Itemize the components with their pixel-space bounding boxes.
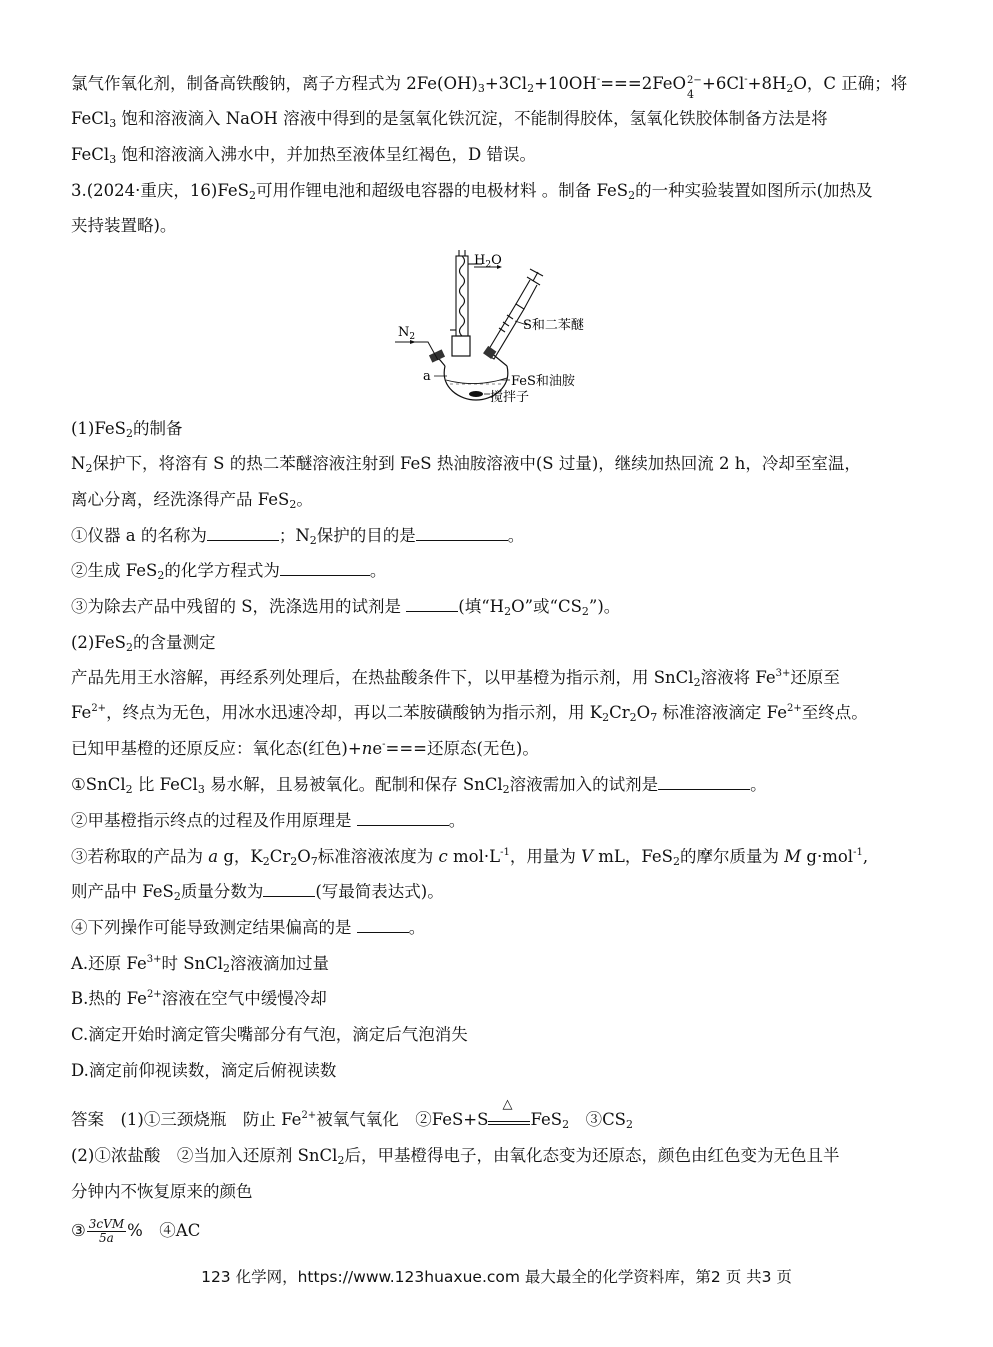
question-2-1: ①SnCl$_2$ 比 FeCl$_3$ 易水解，且易被氧化。配制和保存 SnCl$_2$溶液需加入的试剂是 。 (71, 775, 767, 796)
answer-blank[interactable] (416, 525, 508, 541)
text-line-13: 产品先用王水溶解，再经系列处理后，在热盐酸条件下，以甲基橙为指示剂，用 SnCl$_2$溶液将 $Fe^{3+}$还原至 (71, 668, 840, 689)
section-1-heading: (1)FeS$_2$的制备 (71, 419, 183, 440)
answer-line-2: (2)①浓盐酸 ②当加入还原剂 SnCl$_2$后，甲基橙得电子，由氧化态变为还原态，颜色由红色变为无色且半 (71, 1146, 840, 1167)
apparatus-figure (390, 248, 615, 408)
s-diphenyl-ether-label: S和二苯醚 (523, 318, 584, 333)
option-c: C.滴定开始时滴定管尖嘴部分有气泡，滴定后气泡消失 (71, 1025, 468, 1044)
text-line-2: FeCl$_3$ 饱和溶液滴入 NaOH 溶液中得到的是氢氧化铁沉淀，不能制得胶体，氢氧化铁胶体制备方法是将 (71, 109, 828, 130)
text-line-8: 离心分离，经洗涤得产品 FeS$_2$。 (71, 490, 313, 511)
mass-fraction: $\frac{\text{3cVM}}{5a}$ (88, 1217, 125, 1245)
heating-condition: △ (488, 1114, 530, 1125)
stir-bar (469, 391, 483, 397)
page-footer: 123 化学网，https://www.123huaxue.com 最大最全的化学资料库，第2 页 共3 页 (201, 1268, 792, 1286)
syringe (486, 269, 543, 359)
answer-blank[interactable] (658, 774, 750, 790)
text-line-1: 氯气作氧化剂，制备高铁酸钠，离子方程式为 $2Fe(OH)_3+3Cl_2+10OH^-===2FeO$ 2− 4 $+6Cl^-+8H_2O$，C 正确；将 (71, 74, 908, 101)
question-3-title: 3.(2024·重庆，16)FeS$_2$可用作锂电池和超级电容器的电极材料 。制备 FeS$_2$的一种实验装置如图所示(加热及 (71, 181, 873, 202)
text-line-3: FeCl$_3$ 饱和溶液滴入沸水中，并加热至液体呈红褐色，D 错误。 (71, 145, 536, 166)
text-line-14: $Fe^{2+}$，终点为无色，用冰水迅速冷却，再以二苯胺磺酸钠为指示剂，用 $K_2Cr_2O_7$ 标准溶液滴定 $Fe^{2+}$至终点。 (71, 703, 868, 724)
question-2-3: ③若称取的产品为 a g，$K_2Cr_2O_7$标准溶液浓度为 c $mol\cdot L^{-1}$，用量为 V mL，FeS$_2$的摩尔质量为 M g·mol$^{-1}$, (71, 847, 869, 868)
answer-line-3: 分钟内不恢复原来的颜色 (71, 1182, 253, 1201)
option-a: A.还原 $Fe^{3+}$时 SnCl$_2$溶液滴加过量 (71, 954, 330, 975)
text-line-5: 夹持装置略)。 (71, 216, 177, 235)
label-a: a (423, 369, 431, 384)
text-line-19: 则产品中 FeS$_2$质量分数为 (写最简表达式)。 (71, 882, 444, 903)
text-line-15: 已知甲基橙的还原反应：氧化态(红色)+ne-===还原态(无色)。 (71, 739, 539, 758)
fes-oleylamine-label: FeS和油胺 (511, 374, 575, 389)
text-line-7: $N_2$保护下，将溶有 S 的热二苯醚溶液注射到 FeS 热油胺溶液中(S 过量)，继续加热回流 2 h，冷却至室温， (71, 454, 861, 475)
answer-blank[interactable] (406, 596, 458, 612)
answer-line-1: 答案 (1)①三颈烧瓶 防止 $Fe^{2+}$被氧气氧化 ②FeS+S △ FeS$_2$ $③CS_2$ (71, 1097, 633, 1131)
h2o-label: $H_2O$ (474, 253, 502, 270)
question-1-2: ②生成 FeS$_2$的化学方程式为 。 (71, 561, 387, 582)
answer-blank[interactable] (357, 810, 449, 826)
stir-bar-label: 搅拌子 (490, 390, 530, 405)
question-1-3: ③为除去产品中残留的 S，洗涤选用的试剂是 (填“$H_2O$”或“$CS_2$”)。 (71, 597, 621, 618)
option-b: B.热的 $Fe^{2+}$溶液在空气中缓慢冷却 (71, 989, 327, 1008)
answer-blank[interactable] (263, 881, 315, 897)
question-2-2: ②甲基橙指示终点的过程及作用原理是 。 (71, 811, 466, 830)
answer-blank[interactable] (357, 917, 409, 933)
answer-line-4: ③ $\frac{\text{3cVM}}{5a}$ % ④AC (71, 1217, 201, 1245)
question-2-4: ④下列操作可能导致测定结果偏高的是 。 (71, 918, 426, 937)
option-d: D.滴定前仰视读数，滴定后俯视读数 (71, 1061, 337, 1080)
answer-blank[interactable] (207, 525, 279, 541)
n2-label: $N_2$ (398, 325, 416, 342)
answer-blank[interactable] (280, 560, 370, 576)
question-1-1: ①仪器 a 的名称为 ；$N_2$保护的目的是 。 (71, 526, 525, 547)
section-2-heading: (2)FeS$_2$的含量测定 (71, 633, 216, 654)
